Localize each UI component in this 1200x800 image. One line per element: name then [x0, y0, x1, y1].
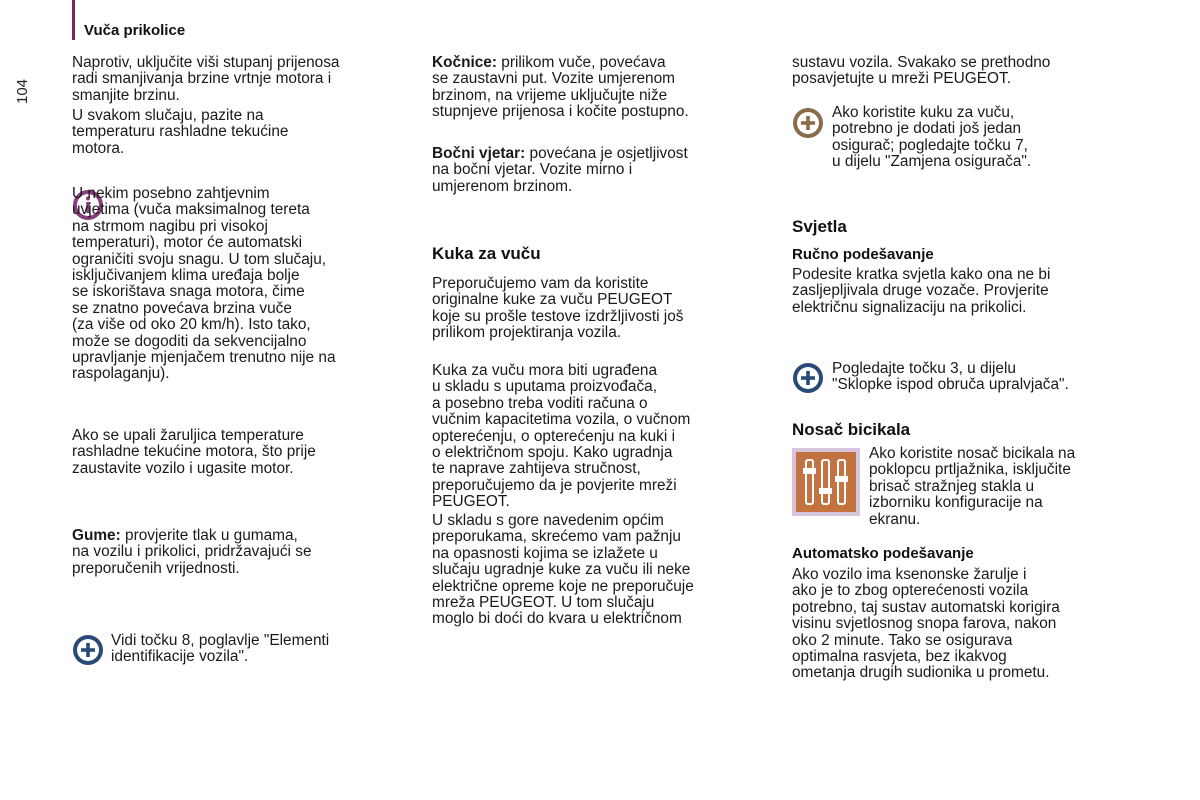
settings-sliders-icon: [792, 448, 860, 516]
wind-text: povećana je osjetljivost na bočni vjetar. Vozite mirno i umjerenom brzinom.: [432, 145, 688, 195]
towbar-paragraph-3: U skladu s gore navedenim općim preporukama, skrećemo vam pažnju na opasnosti kojima se izlažete u slučaju ugradnje kuke za vuču ili neke električne opreme koje ne preporučuje mreža PEUGEOT. U tom slučaju moglo bi doći do kvara u električnom: [432, 512, 694, 628]
auto-adjust-text: Ako vozilo ima ksenonske žarulje i ako je to zbog opterećenosti vozila potrebno, taj sustav automatski korigira visinu svjetlosnog snopa farova, nakon oko 2 minute. Tako se osigurava optimalna rasvjeta, bez ikakvog ometanja drugih sudionika u prometu.: [792, 566, 1060, 682]
brakes-text: prilikom vuče, povećava se zaustavni put. Vozite umjerenom brzinom, na vrijeme uključujte niže stupnjeve prijenosa i kočite postupno.: [432, 54, 689, 121]
manual-adjust-heading: Ručno podešavanje: [792, 246, 934, 263]
col1-paragraph-2: U svakom slučaju, pazite na temperaturu rashladne tekućine motora.: [72, 107, 289, 157]
wind-label: Bočni vjetar:: [432, 145, 526, 162]
plus-icon: [792, 107, 824, 139]
switch-note-text: Pogledajte točku 3, u dijelu "Sklopke ispod obruča upralvjača".: [832, 360, 1069, 394]
plus-icon: [792, 362, 824, 394]
section-title: Vuča prikolice: [84, 22, 186, 39]
col1-paragraph-1: Naprotiv, uključite viši stupanj prijenosa radi smanjivanja brzine vrtnje motora i smanjite brzinu.: [72, 54, 340, 104]
col1-paragraph-3: Ako se upali žaruljica temperature rashladne tekućine motora, što prije zaustavite vozilo i ugasite motor.: [72, 427, 316, 477]
towbar-paragraph-1: Preporučujemo vam da koristite originalne kuke za vuču PEUGEOT koje su prošle testove izdržljivosti još prilikom projektiranja vozila.: [432, 275, 684, 342]
towbar-heading: Kuka za vuču: [432, 244, 541, 263]
brakes-paragraph: [432, 55, 689, 121]
brakes-label: Kočnice:: [432, 54, 497, 71]
info-note-text: U nekim posebno zahtjevnim uvjetima (vuča maksimalnog tereta na strmom nagibu pri visokoj temperaturi), motor će automatski ograničiti svoju snagu. U tom slučaju, isključivanjem klima uređaja bolje se iskorištava snaga motora, čime se znatno povećava brzina vuče (za više od oko 20 km/h). Isto tako, može se dogoditi da sekvencijalno upravljanje mjenjačem trenutno nije na raspolaganju).: [72, 185, 336, 383]
wind-paragraph: [432, 146, 688, 195]
lights-heading: Svjetla: [792, 217, 847, 236]
see-note-text: Vidi točku 8, poglavlje "Elementi identifikacije vozila".: [111, 632, 330, 666]
tyres-text: provjerite tlak u gumama, na vozilu i prikolici, pridržavajući se preporučenih vrijednosti.: [72, 527, 312, 577]
page-number: 104: [14, 78, 31, 104]
fuse-note-text: Ako koristite kuku za vuču, potrebno je dodati još jedan osigurač; pogledajte točku 7, u dijelu "Zamjena osigurača".: [832, 104, 1032, 171]
tyres-label: Gume:: [72, 527, 121, 544]
bike-carrier-text: Ako koristite nosač bicikala na poklopcu prtljažnika, isključite brisač stražnjeg stakla u izborniku konfiguracije na ekranu.: [869, 445, 1076, 528]
section-bar: [72, 0, 75, 40]
manual-adjust-text: Podesite kratka svjetla kako ona ne bi zasljepljivala druge vozače. Provjerite električnu signalizaciju na prikolici.: [792, 266, 1051, 316]
plus-icon: [72, 634, 104, 666]
col3-paragraph-1: sustavu vozila. Svakako se prethodno posavjetujte u mreži PEUGEOT.: [792, 54, 1051, 88]
towbar-paragraph-2: Kuka za vuču mora biti ugrađena u skladu s uputama proizvođača, a posebno treba voditi računa o vučnim kapacitetima vozila, o vučnom opterećenju, o opterećenju na kuki i o električnom spoju. Kako ugradnja te naprave zahtijeva stručnost, preporučujemo da je povjerite mreži PEUGEOT.: [432, 362, 691, 511]
auto-adjust-heading: Automatsko podešavanje: [792, 545, 974, 562]
bike-carrier-heading: Nosač bicikala: [792, 420, 911, 439]
tyres-paragraph: [72, 528, 312, 577]
